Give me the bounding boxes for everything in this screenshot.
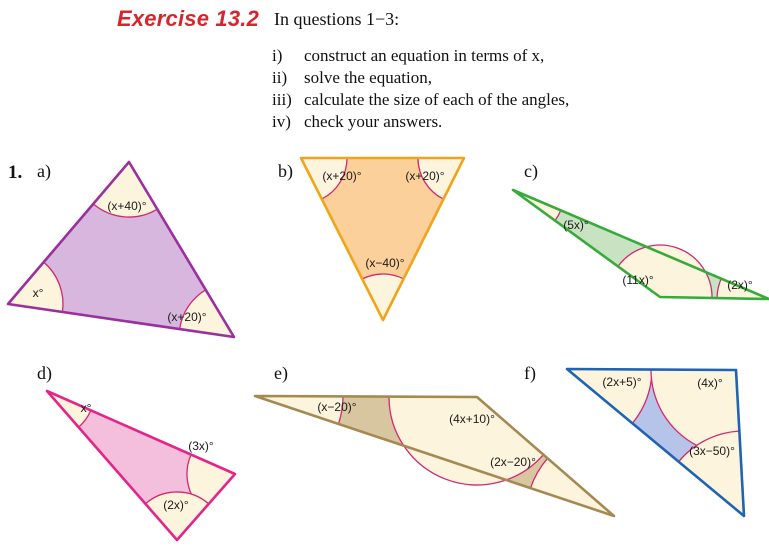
instruction-text: construct an equation in terms of x, (304, 46, 545, 65)
angle-label: (x+40)° (107, 199, 147, 214)
angle-label: (5x)° (563, 218, 589, 233)
angle-label: (11x)° (622, 273, 654, 288)
exercise-title: Exercise 13.2 (117, 6, 260, 31)
instruction-number: ii) (272, 68, 288, 87)
part-label-b: b) (278, 161, 293, 181)
angle-label: (3x)° (188, 439, 214, 454)
exercise-intro: In questions 1−3: (274, 9, 400, 29)
angle-label: (x+20)° (405, 169, 445, 184)
instruction-text: calculate the size of each of the angles, (304, 90, 570, 109)
angle-sector (362, 274, 403, 320)
part-label-c: c) (524, 161, 538, 181)
instruction-text: solve the equation, (304, 68, 432, 87)
angle-label: (2x+5)° (602, 375, 642, 390)
angle-label: (x+20)° (322, 169, 362, 184)
angle-label: x° (32, 286, 44, 301)
triangle-c (513, 190, 769, 299)
instruction-number: iii) (272, 90, 292, 109)
angle-label: (3x−50)° (689, 444, 735, 459)
triangle-b (301, 158, 464, 320)
part-label-e: e) (274, 363, 288, 383)
angle-sector (389, 397, 543, 485)
question-number: 1. (8, 162, 23, 183)
instruction-number: i) (272, 46, 283, 65)
angle-label: (x+20)° (167, 310, 207, 325)
part-label-f: f) (524, 363, 536, 383)
angle-label: (x−20)° (317, 400, 357, 415)
angle-label: (4x+10)° (449, 412, 495, 427)
triangle-d (47, 391, 235, 540)
angle-label: (x−40)° (365, 256, 405, 271)
angle-label: (4x)° (697, 376, 723, 391)
angle-label: (2x)° (163, 498, 189, 513)
triangle-f (567, 369, 744, 516)
triangle-a (8, 162, 234, 337)
part-label-a: a) (37, 161, 51, 181)
instruction-number: iv) (272, 112, 291, 131)
angle-label: x° (80, 401, 92, 416)
angle-label: (2x−20)° (490, 455, 536, 470)
angle-label: (2x)° (727, 278, 753, 293)
triangle-e (255, 396, 614, 516)
angle-sector (531, 458, 615, 516)
part-label-d: d) (37, 363, 52, 383)
instruction-text: check your answers. (304, 112, 443, 131)
